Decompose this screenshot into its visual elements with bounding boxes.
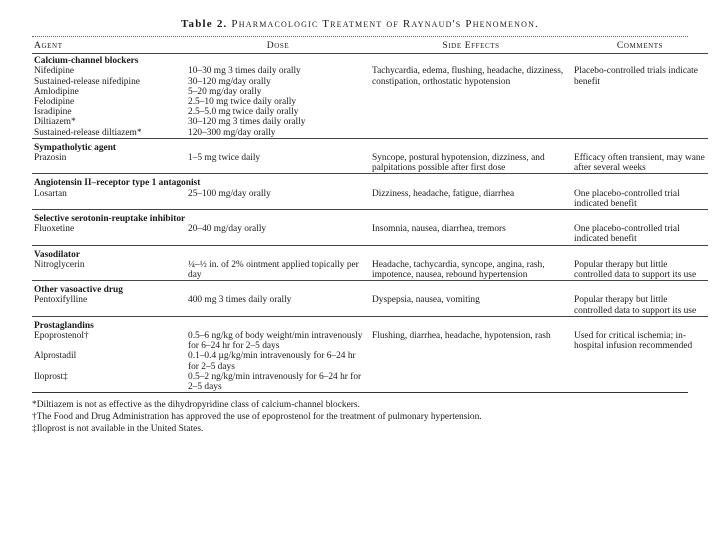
group-title: Selective serotonin-reuptake inhibitor (34, 214, 186, 225)
group-title: Sympatholytic agent (34, 142, 117, 153)
group-header-row (32, 210, 708, 224)
agent-cell: Prazosin (34, 153, 67, 164)
group-title: Calcium-channel blockers (34, 56, 139, 67)
dose-cell: 120–300 mg/day orally (188, 127, 276, 138)
agent-cell: Felodipine (34, 97, 75, 108)
agent-cell: Losartan (34, 188, 67, 199)
table-row (32, 189, 708, 210)
dose-cell: 0.1–0.4 µg/kg/min intravenously for 6–24 hr for 2–5 days (188, 351, 356, 372)
header-dose: Dose (266, 40, 290, 51)
side-effects-cell: Dyspepsia, nausea, vomiting (372, 295, 480, 306)
treatment-table (32, 37, 708, 392)
group-header-row (32, 246, 708, 260)
group-title: Angiotensin II–receptor type 1 antagonist (34, 178, 201, 189)
footnote-3: ‡Iloprost is not available in the United States. (32, 424, 204, 435)
dose-cell: 1–5 mg twice daily (188, 153, 261, 164)
side-effects-cell: Insomnia, nausea, diarrhea, tremors (372, 224, 506, 235)
agent-cell: Iloprost‡ (34, 371, 68, 382)
group-title: Prostaglandins (34, 320, 94, 331)
header-agent: Agent (34, 40, 63, 51)
group-header-row (32, 317, 708, 331)
dose-cell: 2.5–10 mg twice daily orally (188, 97, 297, 108)
agent-cell: Epoprostenol† (34, 331, 89, 342)
dose-cell: ¼–½ in. of 2% ointment applied topically per day (188, 259, 359, 281)
agent-cell: Sustained-release nifedipine (34, 76, 140, 87)
dose-cell: 30–120 mg/day orally (188, 76, 271, 87)
table-row (32, 153, 708, 174)
dose-cell: 0.5–2 ng/kg/min intravenously for 6–24 hr for 2–5 days (188, 371, 362, 393)
dose-cell: 20–40 mg/day orally (188, 224, 267, 235)
comments-cell: Placebo-controlled trials indicate benefit (574, 66, 698, 87)
group-header-row (32, 139, 708, 153)
agent-cell: Isradipine (34, 107, 72, 118)
footnote-2: †The Food and Drug Administration has approved the use of epoprostenol for the treatment of pulmonary hypertension. (32, 412, 482, 423)
group-title: Vasodilator (34, 249, 81, 260)
agent-cell: Amlodipine (34, 86, 79, 97)
comments-cell: Popular therapy but little controlled data to support its use (574, 295, 697, 316)
agent-cell: Fluoxetine (34, 224, 75, 235)
footnote-1: *Diltiazem is not as effective as the dihydropyridine class of calcium-channel blockers. (32, 400, 360, 411)
agent-cell: Diltiazem* (34, 117, 76, 128)
header-comments: Comments (616, 40, 664, 51)
table-row (32, 260, 708, 281)
footnotes (32, 399, 688, 435)
comments-cell: Used for critical ischemia; in-hospital infusion recommended (574, 331, 693, 352)
group-header-row (32, 281, 708, 295)
group-header-row (32, 54, 708, 66)
table-row (32, 66, 708, 76)
agent-cell: Alprostadil (34, 351, 77, 362)
side-effects-cell: Syncope, postural hypotension, dizziness, and palpitations possible after first dose (372, 153, 545, 174)
comments-cell: One placebo-controlled trial indicated benefit (574, 224, 680, 245)
dose-cell: 400 mg 3 times daily orally (188, 295, 292, 306)
table-caption: Pharmacologic Treatment of Raynaud's Phenomenon. (231, 18, 540, 30)
agent-cell: Pentoxifylline (34, 295, 88, 306)
group-header-row (32, 174, 708, 188)
agent-cell: Sustained-release diltiazem* (34, 127, 142, 138)
table-row (32, 295, 708, 316)
side-effects-cell: Tachycardia, edema, flushing, headache, dizziness, constipation, orthostatic hypotension (372, 66, 564, 87)
table-label: Table 2. (180, 18, 228, 30)
dose-cell: 30–120 mg 3 times daily orally (188, 117, 306, 128)
side-effects-cell: Headache, tachycardia, syncope, angina, rash, impotence, nausea, rebound hypertension (372, 259, 545, 281)
table-row (32, 224, 708, 245)
table-body (32, 54, 708, 392)
side-effects-cell: Flushing, diarrhea, headache, hypotension, rash (372, 331, 551, 342)
side-effects-cell: Dizziness, headache, fatigue, diarrhea (372, 188, 515, 199)
header-row (32, 37, 708, 54)
table-title (20, 18, 700, 30)
agent-cell: Nitroglycerin (34, 259, 85, 270)
agent-cell: Nifedipine (34, 66, 75, 77)
dose-cell: 2.5–5.0 mg twice daily orally (188, 107, 299, 118)
dose-cell: 10–30 mg 3 times daily orally (188, 66, 301, 77)
comments-cell: Popular therapy but little controlled data to support its use (574, 259, 697, 281)
dose-cell: 0.5–6 ng/kg of body weight/min intravenously for 6–24 hr for 2–5 days (188, 331, 363, 352)
comments-cell: Efficacy often transient, may wane after several weeks (574, 153, 705, 174)
dose-cell: 5–20 mg/day orally (188, 86, 262, 97)
table-row (32, 331, 708, 351)
comments-cell: One placebo-controlled trial indicated benefit (574, 188, 680, 209)
dose-cell: 25–100 mg/day orally (188, 188, 271, 199)
header-side-effects: Side Effects (442, 40, 500, 51)
table-bottom-rule (32, 392, 688, 393)
group-title: Other vasoactive drug (34, 285, 123, 296)
